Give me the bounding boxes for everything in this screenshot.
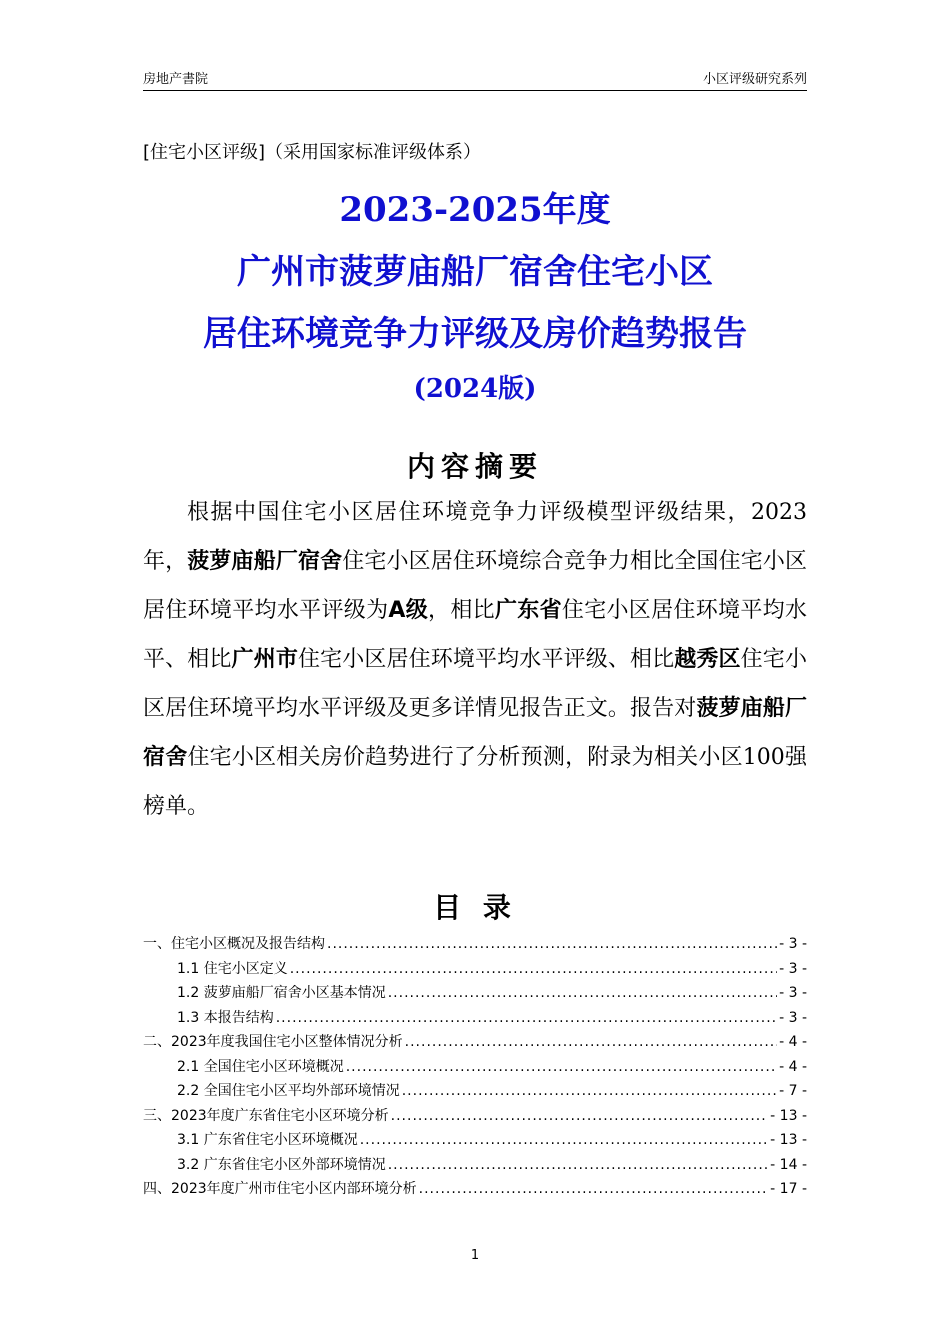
abstract-text: 住宅小区居住环境综合竞争力相比全国住宅小区居住环境平均水平评级为: [143, 549, 807, 623]
toc-entry[interactable]: [143, 1079, 807, 1104]
title-edition: (2024版): [413, 374, 537, 404]
abstract-highlight: 菠萝庙船厂宿舍: [187, 549, 343, 574]
abstract-highlight: 越秀区: [674, 647, 741, 672]
table-of-contents: [143, 932, 807, 1202]
toc-entry[interactable]: [143, 1153, 807, 1178]
toc-entry-page: - 17 -: [770, 1181, 807, 1197]
toc-leader-dots: [402, 1079, 777, 1104]
toc-leader-dots: [290, 957, 777, 982]
toc-entry-page: - 14 -: [770, 1156, 807, 1173]
abstract-highlight: 广州市: [231, 647, 298, 672]
title-line-1: 2023-2025年度: [339, 190, 611, 230]
toc-entry-page: - 7 -: [779, 1083, 807, 1099]
title-line-3: 居住环境竞争力评级及房价趋势报告: [203, 314, 747, 354]
title-line-2: 广州市菠萝庙船厂宿舍住宅小区: [237, 252, 713, 292]
toc-leader-dots: [346, 1055, 777, 1080]
toc-entry-label: 2.2 全国住宅小区平均外部环境情况: [177, 1083, 400, 1099]
toc-entry-page: - 3 -: [779, 1009, 807, 1026]
toc-leader-dots: [276, 1006, 777, 1031]
rating-tag: [住宅小区评级]（采用国家标准评级体系）: [143, 142, 482, 163]
toc-entry[interactable]: [143, 1055, 807, 1080]
toc-entry-label: 二、2023年度我国住宅小区整体情况分析: [143, 1034, 403, 1050]
toc-entry-label: 3.1 广东省住宅小区环境概况: [177, 1132, 358, 1148]
page-number: 1: [470, 1248, 480, 1263]
toc-entry-page: - 3 -: [779, 960, 807, 977]
toc-entry-label: 1.1 住宅小区定义: [177, 960, 288, 977]
toc-heading: 目 录: [433, 891, 517, 924]
toc-entry-page: - 4 -: [779, 1058, 807, 1075]
toc-leader-dots: [388, 981, 777, 1006]
toc-entry[interactable]: [143, 1030, 807, 1055]
toc-entry[interactable]: [143, 1104, 807, 1129]
toc-leader-dots: [327, 932, 777, 957]
abstract-body: [143, 488, 807, 831]
abstract-text: 住宅小区居住环境平均水平、相比: [143, 598, 807, 672]
abstract-text: 住宅小区居住环境平均水平评级、相比: [297, 647, 675, 672]
toc-entry-label: 3.2 广东省住宅小区外部环境情况: [177, 1156, 386, 1173]
toc-entry-label: 2.1 全国住宅小区环境概况: [177, 1058, 344, 1075]
abstract-highlight: A级: [388, 598, 429, 623]
toc-entry[interactable]: [143, 932, 807, 957]
toc-entry[interactable]: [143, 981, 807, 1006]
abstract-heading: 内容摘要: [406, 450, 543, 483]
abstract-text: 住宅小区居住环境平均水平评级及更多详情见报告正文。报告对: [143, 647, 807, 721]
toc-leader-dots: [419, 1177, 769, 1202]
toc-entry-page: - 3 -: [779, 936, 807, 952]
toc-entry-page: - 13 -: [770, 1107, 807, 1124]
toc-entry-page: - 3 -: [779, 985, 807, 1001]
toc-entry[interactable]: [143, 1006, 807, 1031]
toc-leader-dots: [388, 1153, 768, 1178]
toc-leader-dots: [360, 1128, 768, 1153]
toc-entry-label: 一、住宅小区概况及报告结构: [143, 936, 325, 952]
toc-entry-label: 1.3 本报告结构: [177, 1009, 274, 1026]
header-publisher: 房地产書院: [143, 72, 209, 87]
toc-entry[interactable]: [143, 1177, 807, 1202]
abstract-highlight: 菠萝庙船厂宿舍: [143, 696, 807, 770]
toc-leader-dots: [405, 1030, 777, 1055]
abstract-text: 住宅小区相关房价趋势进行了分析预测，附录为相关小区100强榜单。: [143, 745, 807, 819]
toc-entry-page: - 13 -: [770, 1132, 807, 1148]
toc-entry[interactable]: [143, 957, 807, 982]
abstract-text: ，相比: [428, 598, 495, 623]
toc-entry-label: 1.2 菠萝庙船厂宿舍小区基本情况: [177, 985, 386, 1001]
toc-entry-page: - 4 -: [779, 1034, 807, 1050]
abstract-text: 根据中国住宅小区居住环境竞争力评级模型评级结果，2023年，: [143, 500, 807, 574]
toc-entry-label: 三、2023年度广东省住宅小区环境分析: [143, 1107, 389, 1124]
toc-leader-dots: [391, 1104, 769, 1129]
page-header: [143, 68, 807, 91]
header-series: 小区评级研究系列: [702, 72, 807, 87]
toc-entry-label: 四、2023年度广州市住宅小区内部环境分析: [143, 1181, 417, 1197]
abstract-highlight: 广东省: [494, 598, 562, 623]
toc-entry[interactable]: [143, 1128, 807, 1153]
